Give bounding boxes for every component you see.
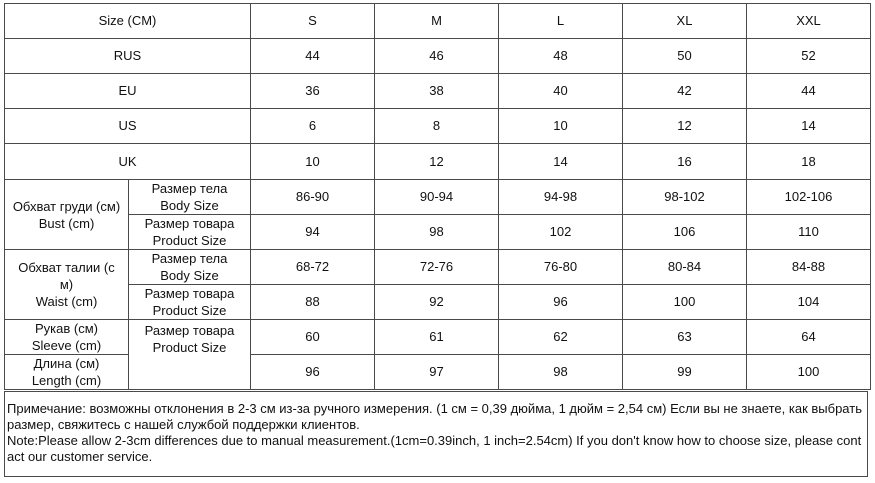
product-size-label-en: Product Size (152, 233, 227, 248)
table-cell: 63 (623, 320, 747, 355)
table-cell: 100 (623, 285, 747, 320)
length-label-en: Length (cm) (31, 373, 102, 388)
table-cell: 94 (251, 215, 375, 250)
row-label: EU (5, 74, 251, 109)
table-cell: 92 (375, 285, 499, 320)
table-cell: 12 (623, 109, 747, 144)
table-cell: 96 (499, 285, 623, 320)
waist-body-row (5, 250, 871, 285)
body-size-label (129, 250, 251, 285)
table-cell: 14 (747, 109, 871, 144)
header-row (5, 4, 871, 39)
eu-row (5, 74, 871, 109)
bust-label-ru: Обхват груди (см) (12, 198, 121, 214)
table-cell: 94-98 (499, 180, 623, 215)
table-cell: 6 (251, 109, 375, 144)
table-cell: 80-84 (623, 250, 747, 285)
length-label-ru: Длина (см) (33, 356, 100, 371)
table-cell: 61 (375, 320, 499, 355)
product-size-label-en: Product Size (152, 303, 227, 318)
table-cell: 110 (747, 215, 871, 250)
row-label: UK (5, 144, 251, 180)
size-header: XXL (747, 4, 871, 39)
table-cell: 52 (747, 39, 871, 74)
body-size-label-ru: Размер тела (151, 181, 228, 196)
waist-product-row (5, 285, 871, 320)
note-en: Note:Please allow 2-3cm differences due to manual measurement.(1cm=0.39inch, 1 inch=2.54cm) If you don't know how to choose size, please contact our customer service. (7, 433, 862, 464)
table-cell: 10 (251, 144, 375, 180)
sleeve-row (5, 320, 871, 355)
table-cell: 98-102 (623, 180, 747, 215)
us-row (5, 109, 871, 144)
table-cell: 16 (623, 144, 747, 180)
table-cell: 38 (375, 74, 499, 109)
table-cell: 96 (251, 355, 375, 390)
table-cell: 50 (623, 39, 747, 74)
table-cell: 98 (499, 355, 623, 390)
table-cell: 40 (499, 74, 623, 109)
row-label: US (5, 109, 251, 144)
table-cell: 42 (623, 74, 747, 109)
waist-label-ru-2: м) (59, 277, 74, 292)
sleeve-label-ru: Рукав (см) (35, 321, 98, 336)
table-cell: 18 (747, 144, 871, 180)
body-size-label (129, 180, 251, 215)
size-table (4, 3, 871, 390)
bust-label-en: Bust (cm) (38, 215, 95, 231)
table-cell: 102 (499, 215, 623, 250)
body-size-label-en: Body Size (160, 198, 219, 213)
waist-label-ru-1: Обхват талии (с (18, 260, 115, 275)
table-cell: 84-88 (747, 250, 871, 285)
product-size-label-ru: Размер товара (144, 323, 235, 338)
note-ru: Примечание: возможны отклонения в 2-3 см из-за ручного измерения. (1 см = 0,39 дюйма, 1 дюйм = 2,54 см) Если вы не знаете, как выбрать размер, свяжитесь с нашей службой поддержки клиентов. (7, 401, 862, 432)
product-size-label-ru: Размер товара (144, 216, 235, 231)
table-cell: 44 (747, 74, 871, 109)
table-cell: 46 (375, 39, 499, 74)
table-cell: 68-72 (251, 250, 375, 285)
table-cell: 10 (499, 109, 623, 144)
sleeve-label (5, 320, 129, 355)
size-header: S (251, 4, 375, 39)
table-cell: 48 (499, 39, 623, 74)
rus-row (5, 39, 871, 74)
table-cell: 102-106 (747, 180, 871, 215)
table-cell: 72-76 (375, 250, 499, 285)
product-size-label (129, 285, 251, 320)
body-size-label-ru: Размер тела (151, 251, 228, 266)
sleeve-label-en: Sleeve (cm) (31, 338, 102, 353)
table-cell: 44 (251, 39, 375, 74)
table-cell: 62 (499, 320, 623, 355)
body-size-label-en: Body Size (160, 268, 219, 283)
table-cell: 86-90 (251, 180, 375, 215)
waist-label-en: Waist (cm) (35, 294, 98, 309)
table-cell: 104 (747, 285, 871, 320)
table-cell: 76-80 (499, 250, 623, 285)
table-cell: 88 (251, 285, 375, 320)
uk-row (5, 144, 871, 180)
table-cell: 8 (375, 109, 499, 144)
table-cell: 106 (623, 215, 747, 250)
header-label: Size (CM) (5, 4, 251, 39)
size-header: M (375, 4, 499, 39)
row-label: RUS (5, 39, 251, 74)
product-size-label (129, 320, 251, 390)
table-cell: 98 (375, 215, 499, 250)
table-cell: 64 (747, 320, 871, 355)
table-cell: 60 (251, 320, 375, 355)
product-size-label-ru: Размер товара (144, 286, 235, 301)
table-cell: 14 (499, 144, 623, 180)
bust-body-row (5, 180, 871, 215)
table-cell: 36 (251, 74, 375, 109)
bust-label (5, 180, 129, 250)
bust-product-row (5, 215, 871, 250)
table-cell: 100 (747, 355, 871, 390)
size-chart (4, 3, 870, 479)
waist-label (5, 250, 129, 320)
length-label (5, 355, 129, 390)
measurement-note (4, 391, 868, 477)
table-cell: 99 (623, 355, 747, 390)
product-size-label (129, 215, 251, 250)
table-cell: 12 (375, 144, 499, 180)
product-size-label-en: Product Size (152, 340, 227, 355)
size-header: L (499, 4, 623, 39)
table-cell: 97 (375, 355, 499, 390)
size-header: XL (623, 4, 747, 39)
table-cell: 90-94 (375, 180, 499, 215)
